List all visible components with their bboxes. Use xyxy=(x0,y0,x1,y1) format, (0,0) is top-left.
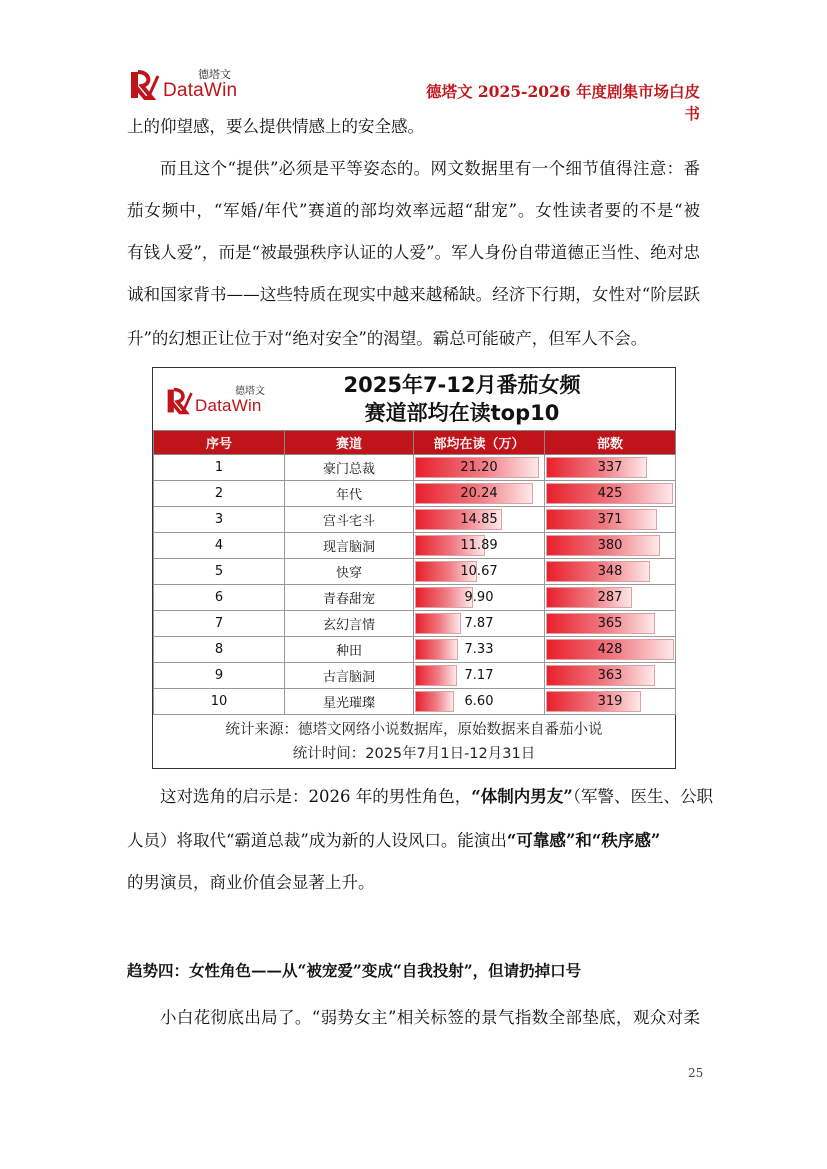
rank-cell: 8 xyxy=(154,637,285,663)
rank-cell: 3 xyxy=(154,507,285,533)
count-cell xyxy=(545,481,676,507)
count-cell xyxy=(545,533,676,559)
paragraph-line: 有钱人爱”，而是“被最强秩序认证的人爱”。军人身份自带道德正当性、绝对忠 xyxy=(127,243,700,262)
avg-reading-cell xyxy=(414,559,545,585)
track-cell: 豪门总裁 xyxy=(285,455,414,481)
avg-reading-value: 11.89 xyxy=(460,538,498,553)
logo-cn-text: 德塔文 xyxy=(198,68,231,81)
count-value: 425 xyxy=(597,486,623,501)
section-heading: 趋势四：女性角色——从“被宠爱”变成“自我投射”，但请扔掉口号 xyxy=(127,961,582,980)
table-row xyxy=(154,481,676,507)
track-cell: 星光璀璨 xyxy=(285,689,414,715)
paragraph-line: 茄女频中，“军婚/年代”赛道的部均效率远超“甜宠”。女性读者要的不是“被 xyxy=(127,201,700,220)
figure-logo xyxy=(165,382,265,416)
count-cell xyxy=(545,507,676,533)
table-header-row xyxy=(154,431,676,455)
avg-reading-bar xyxy=(415,613,461,634)
emphasis-text: “体制内男友” xyxy=(471,787,573,806)
avg-reading-cell xyxy=(414,533,545,559)
paragraph-line: 上的仰望感，要么提供情感上的安全感。 xyxy=(127,117,424,136)
paragraph-text: 人员）将取代“霸道总裁”成为新的人设风口。能演出 xyxy=(127,831,507,850)
datawin-logo-mark-icon xyxy=(165,386,195,416)
count-cell xyxy=(545,611,676,637)
avg-reading-value: 7.87 xyxy=(464,616,494,631)
count-bar xyxy=(546,691,641,712)
paragraph-line: 小白花彻底出局了。“弱势女主”相关标签的景气指数全部垫底，观众对柔 xyxy=(160,1008,700,1027)
avg-reading-value: 7.33 xyxy=(464,642,494,657)
rank-cell: 6 xyxy=(154,585,285,611)
emphasis-text: 和 xyxy=(575,831,592,850)
avg-reading-cell xyxy=(414,637,545,663)
emphasis-text: “可靠感” xyxy=(506,831,576,850)
column-header: 部均在读（万） xyxy=(414,431,545,455)
avg-reading-cell xyxy=(414,585,545,611)
header-title: 德塔文 2025-2026 年度剧集市场白皮书 xyxy=(425,82,700,123)
avg-reading-value: 20.24 xyxy=(460,486,498,501)
track-cell: 快穿 xyxy=(285,559,414,585)
page-number: 25 xyxy=(688,1066,704,1080)
count-value: 365 xyxy=(597,616,623,631)
ranking-table xyxy=(153,430,676,715)
paragraph-text: （军警、医生、公职 xyxy=(572,787,713,806)
column-header: 赛道 xyxy=(285,431,414,455)
source-note: 统计来源：德塔文网络小说数据库，原始数据来自番茄小说 xyxy=(225,722,603,738)
count-value: 348 xyxy=(597,564,623,579)
count-cell xyxy=(545,663,676,689)
count-value: 319 xyxy=(597,694,623,709)
avg-reading-cell xyxy=(414,611,545,637)
track-cell: 青春甜宠 xyxy=(285,585,414,611)
table-row xyxy=(154,585,676,611)
avg-reading-value: 6.60 xyxy=(464,694,494,709)
paragraph-line: 升”的幻想正让位于对“绝对安全”的渴望。霸总可能破产，但军人不会。 xyxy=(127,329,648,348)
count-value: 337 xyxy=(597,460,623,475)
logo-en-text: DataWin xyxy=(163,80,238,101)
paragraph-line xyxy=(160,787,713,807)
count-cell xyxy=(545,585,676,611)
paragraph-text: 这对选角的启示是：2026 年的男性角色， xyxy=(160,787,472,806)
track-cell: 玄幻言情 xyxy=(285,611,414,637)
track-cell: 种田 xyxy=(285,637,414,663)
count-value: 287 xyxy=(597,590,623,605)
avg-reading-value: 9.90 xyxy=(464,590,494,605)
avg-reading-cell xyxy=(414,455,545,481)
count-cell xyxy=(545,637,676,663)
count-value: 363 xyxy=(597,668,623,683)
figure-logo-en: DataWin xyxy=(195,396,262,415)
avg-reading-bar xyxy=(415,639,458,660)
avg-reading-bar xyxy=(415,691,454,712)
column-header: 部数 xyxy=(545,431,676,455)
table-row xyxy=(154,611,676,637)
rank-cell: 1 xyxy=(154,455,285,481)
count-cell xyxy=(545,455,676,481)
rank-cell: 9 xyxy=(154,663,285,689)
figure-title-line1: 2025年7-12月番茄女频 xyxy=(343,373,581,397)
rank-cell: 4 xyxy=(154,533,285,559)
ranking-table-figure xyxy=(152,367,676,769)
avg-reading-cell xyxy=(414,481,545,507)
table-row xyxy=(154,689,676,715)
table-row xyxy=(154,507,676,533)
column-header: 序号 xyxy=(154,431,285,455)
avg-reading-value: 10.67 xyxy=(460,564,498,579)
avg-reading-cell xyxy=(414,507,545,533)
paragraph-line: 而且这个“提供”必须是平等姿态的。网文数据里有一个细节值得注意：番 xyxy=(160,159,700,178)
figure-title-line2: 赛道部均在读top10 xyxy=(364,401,560,425)
avg-reading-bar xyxy=(415,665,457,686)
datawin-logo-mark-icon xyxy=(128,68,162,102)
count-cell xyxy=(545,689,676,715)
count-cell xyxy=(545,559,676,585)
avg-reading-value: 14.85 xyxy=(460,512,498,527)
track-cell: 现言脑洞 xyxy=(285,533,414,559)
paragraph-line xyxy=(127,831,700,851)
track-cell: 宫斗宅斗 xyxy=(285,507,414,533)
count-value: 371 xyxy=(597,512,623,527)
count-value: 380 xyxy=(597,538,623,553)
datawin-logo xyxy=(128,66,238,102)
table-row xyxy=(154,559,676,585)
emphasis-text: “秩序感” xyxy=(591,831,661,850)
avg-reading-value: 21.20 xyxy=(460,460,498,475)
avg-reading-cell xyxy=(414,663,545,689)
figure-logo-cn: 德塔文 xyxy=(235,386,265,397)
avg-reading-cell xyxy=(414,689,545,715)
paragraph-line: 的男演员，商业价值会显著上升。 xyxy=(127,873,375,892)
paragraph-line: 诚和国家背书——这些特质在现实中越来越稀缺。经济下行期，女性对“阶层跃 xyxy=(127,285,700,304)
rank-cell: 7 xyxy=(154,611,285,637)
rank-cell: 5 xyxy=(154,559,285,585)
track-cell: 古言脑洞 xyxy=(285,663,414,689)
table-row xyxy=(154,533,676,559)
source-date: 统计时间：2025年7月1日-12月31日 xyxy=(292,746,536,762)
rank-cell: 2 xyxy=(154,481,285,507)
table-row xyxy=(154,455,676,481)
avg-reading-value: 7.17 xyxy=(464,668,494,683)
table-row xyxy=(154,637,676,663)
count-bar xyxy=(546,457,647,478)
track-cell: 年代 xyxy=(285,481,414,507)
table-row xyxy=(154,663,676,689)
rank-cell: 10 xyxy=(154,689,285,715)
count-value: 428 xyxy=(597,642,623,657)
